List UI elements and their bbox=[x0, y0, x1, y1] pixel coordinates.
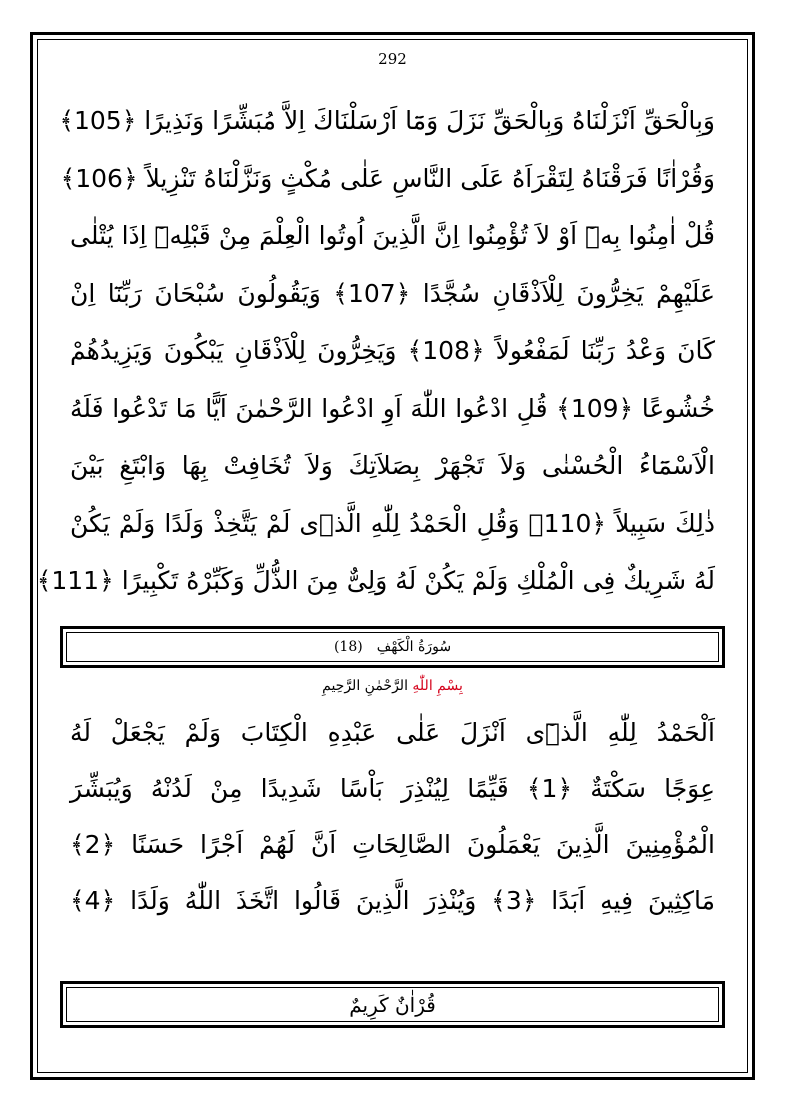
surah-number: (18) bbox=[333, 639, 363, 655]
verse-line: وَقُرْاٰنًا فَرَقْنَاهُ لِتَقْرَاَهُ عَلَى النَّاسِ عَلٰى مُكْثٍ وَنَزَّلْنَاهُ تَنْزِيلاً ﴿106﴾ bbox=[60, 163, 715, 193]
basmala bbox=[38, 678, 747, 694]
verse-line: خُشُوعًا ﴿109﴾ قُلِ ادْعُوا اللّٰهَ اَوِ ادْعُوا الرَّحْمٰنَ اَيًّا مَا تَدْعُوا فَلَهُ bbox=[70, 393, 715, 423]
verse-line: قُلْ اٰمِنُوا بِهٖٓ اَوْ لاَ تُؤْمِنُوا اِنَّ الَّذِينَ اُوتُوا الْعِلْمَ مِنْ قَبْلِهٖٓ اِذَا يُتْلٰى bbox=[70, 221, 715, 250]
surah-name: سُورَةُ الْكَهْفِ bbox=[376, 639, 452, 655]
verse-line: كَانَ وَعْدُ رَبِّنَا لَمَفْعُولاً ﴿108﴾ وَيَخِرُّونَ لِلْاَذْقَانِ يَبْكُونَ وَيَزِيدُهُمْ bbox=[70, 336, 715, 365]
basmala-red-word: بِسْمِ اللّٰهِ bbox=[412, 678, 463, 694]
verse-line: عَلَيْهِمْ يَخِرُّونَ لِلْاَذْقَانِ سُجَّدًا ﴿107﴾ وَيَقُولُونَ سُبْحَانَ رَبِّنَٓا اِنْ bbox=[70, 278, 715, 308]
verses-block-al-kahf bbox=[70, 705, 715, 929]
surah-header-box bbox=[60, 626, 725, 668]
verse-line: عِوَجًا سَكْتَةٌ ﴿1﴾ قَيِّمًا لِيُنْذِرَ بَاْسًا شَدِيدًا مِنْ لَدُنْهُ وَيُبَشِّرَ bbox=[70, 774, 715, 803]
verse-line: ذٰلِكَ سَبِيلاً ﴿110﴾ وَقُلِ الْحَمْدُ لِلّٰهِ الَّذٖى لَمْ يَتَّخِذْ وَلَدًا وَلَمْ يَكُنْ bbox=[70, 508, 715, 538]
page-frame-inner bbox=[37, 39, 748, 1073]
verse-line: اَلْحَمْدُ لِلّٰهِ الَّذٖٓى اَنْزَلَ عَلٰى عَبْدِهِ الْكِتَابَ وَلَمْ يَجْعَلْ لَهُ bbox=[70, 718, 715, 747]
verse-line: الْاَسْمَٓاءُ الْحُسْنٰى وَلاَ تَجْهَرْ بِصَلاَتِكَ وَلاَ تُخَافِتْ بِهَا وَابْتَغِ بَيْنَ bbox=[70, 451, 715, 480]
page-frame-outer bbox=[30, 32, 755, 1080]
page-number: 292 bbox=[378, 50, 407, 68]
verse-line: لَهُ شَرِيكٌ فِى الْمُلْكِ وَلَمْ يَكُنْ لَهُ وَلِىٌّ مِنَ الذُّلِّ وَكَبِّرْهُ تَكْبِيرًا ﴿111﴾ bbox=[36, 566, 715, 595]
basmala-rest: الرَّحْمٰنِ الرَّحِيمِ bbox=[322, 678, 408, 694]
footer-box bbox=[60, 981, 725, 1028]
verse-line: الْمُؤْمِنِينَ الَّذِينَ يَعْمَلُونَ الصَّالِحَاتِ اَنَّ لَهُمْ اَجْرًا حَسَنًا ﴿2﴾ bbox=[70, 830, 715, 859]
verse-line: مَاكِثِينَ فِيهِ اَبَدًا ﴿3﴾ وَيُنْذِرَ الَّذِينَ قَالُوا اتَّخَذَ اللّٰهُ وَلَدًا ﴿4﴾ bbox=[70, 886, 715, 915]
verses-block-al-isra bbox=[36, 92, 715, 610]
verse-line: وَبِالْحَقِّ اَنْزَلْنَاهُ وَبِالْحَقِّ نَزَلَ وَمَٓا اَرْسَلْنَاكَ اِلاَّ مُبَشِّرًا وَنَذِيرًا ﴿105﴾ bbox=[59, 106, 715, 135]
footer-title: قُرْاٰنٌ كَرِيمٌ bbox=[349, 992, 436, 1017]
